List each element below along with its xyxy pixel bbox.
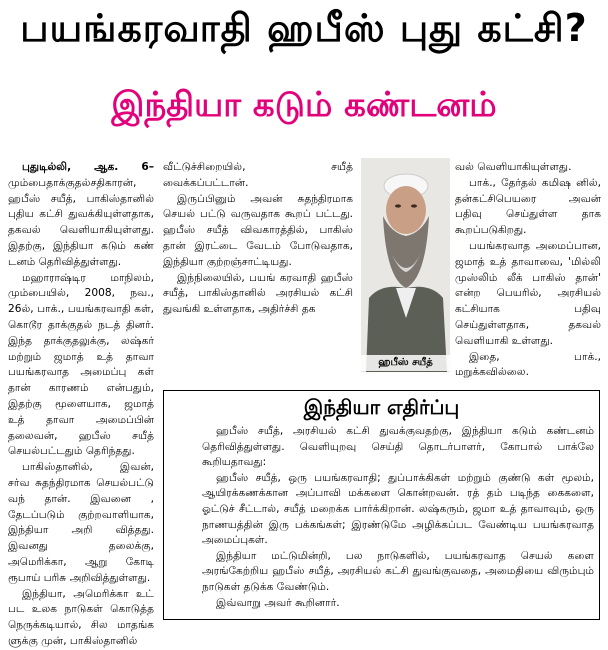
- sidebar-body: [202, 424, 594, 611]
- portrait-photo: [361, 158, 450, 372]
- article-text: மும்பைதாக்குதல்சதிகாரன், ஹபீஸ் சயீத், பாகிஸ்தானில் புதிய கட்சி துவக்கியுள்ளதாக, தகவல் வெளியாகியுள்ளது. இதற்கு, இந்தியா கடும் கண் டனம் தெரிவித்துள்ளது.: [8, 176, 154, 268]
- article-paragraph: பயங்கரவாத அமைப்பான, ஜமாத் உத் தாவாவை, 'மில்லி முஸ்லிம் லீக் பாகிஸ் தான்' என்ற பெயரில், அரசியல் கட்சியாக பதிவு செய்துள்ளதாக, தகவல் வெளியாகி உள்ளது.: [455, 239, 601, 347]
- article-paragraph: மஹாராஷ்டிர மாநிலம், மும்பையில், 2008, நவ., 26ல், பாக்., பயங்கரவாதி கள், கொடூர தாக்குதல் நடத் தினர். இந்த தாக்குதலுக்கு, லஷ்கர் மற்றும் ஜமாத் உத் தாவா பயங்கரவாத அமைப்பு கள் தான் காரணம் என்பதும், இதற்கு மூளையாக, ஜமாத் உத் தாவா அமைப்பின் தலைவன், ஹபீஸ் சயீத் செயல்பட்டதும் தெரிந்தது.: [8, 271, 154, 458]
- article-paragraph: இருப்பினும் அவன் சுதந்திரமாக செயல் பட்டு வருவதாக கூறப் பட்டது. ஹபீஸ் சயீத் விவகாரத்தில், பாகிஸ் தான் இரட்டை வேடம் போடுவதாக, இந்தியா குற்றஞ்சாட்டியது.: [163, 192, 353, 268]
- article-column-2: [163, 160, 353, 318]
- article-paragraph: வீட்டுச்சிறையில், சயீத் வைக்கப்பட்டான்.: [163, 161, 353, 189]
- sidebar-paragraph: ஹபீஸ் சயீத், ஒரு பயங்கரவாதி; துப்பாக்கிகள் மற்றும் குண்டு கள் மூலம், ஆயிரக்கணக்கான அப்பாவி மக்களை கொன்றவன். ரத் தம் படிந்த கைகளை, ஓட்டுச் சீட்டால், சயீத் மறைக்க பார்க்கிறான். லஷ்கரும், ஜமா உத் தாவாவும், ஒரு நாணயத்தின் இரு பக்கங்கள்; இரண்டுமே அழிக்கப்பட வேண்டிய பயங்கரவாத அமைப்புகள்.: [202, 471, 594, 547]
- article-paragraph: வல் வெளியாகியுள்ளது.: [455, 161, 572, 173]
- article-column-3: [455, 160, 601, 381]
- article-column-1: [8, 160, 154, 650]
- article-paragraph: இந்தியா, அமெரிக்கா உட் பட உலக நாடுகள் கொடுத்த நெருக்கடியால், சில மாதங்க ளுக்கு முன், பாகிஸ்தானில்: [8, 587, 154, 647]
- sidebar-title: இந்தியா எதிர்ப்பு: [303, 394, 460, 419]
- sidebar-paragraph: ஹபீஸ் சயீத், அரசியல் கட்சி துவக்குவதற்கு, இந்தியா கடும் கண்டனம் தெரிவித்துள்ளது. வெளியுறவு செய்தி தொடர்பாளர், கோபால் பாக்லே கூறியதாவது:: [202, 425, 594, 469]
- article-paragraph: பாகிஸ்தானில், இவன், சர்வ சுதந்திரமாக செயல்பட்டு வந் தான். இவனை , தேடப்படும் குற்றவாளியாக, இந்தியா அறி வித்தது. இவனது தலைக்கு, அமெரிக்கா, ஆறு கோடி ரூபாய் பரிசு அறிவித்துள்ளது.: [8, 461, 154, 584]
- article-paragraph: இந்நிலையில், பயங் கரவாதி ஹபீஸ் சயீத், பாகிஸ்தானில் அரசியல் கட்சி துவங்கி உள்ளதாக, அதிர்ச்சி தக: [163, 271, 353, 316]
- subheadline: இந்தியா கடும் கண்டனம்: [111, 85, 497, 125]
- portrait-photo-icon: [361, 158, 450, 372]
- sidebar-paragraph: இந்தியா மட்டுமின்றி, பல நாடுகளில், பயங்கரவாத செயல் களை அரங்கேற்றிய ஹபீஸ் சயீத், அரசியல் கட்சி துவங்குவதை, அமைதியை விரும்பும் நாடுகள் தடுக்க வேண்டும்.: [202, 549, 594, 593]
- sidebar-paragraph: இவ்வாறு அவர் கூறினார்.: [216, 596, 340, 609]
- sidebar-box: [163, 390, 600, 620]
- article-paragraph: [8, 160, 154, 271]
- article-paragraph: பாக்., தேர்தல் கமிஷ னில், தன்கட்சிபெயரை அவன் பதிவு செய்துள்ள தாக கூறப்படுகிறது.: [455, 176, 601, 237]
- dateline: புதுடில்லி, ஆக. 6–: [22, 161, 154, 173]
- photo-caption: ஹபீஸ் சயீத்: [361, 355, 450, 371]
- headline: பயங்கரவாதி ஹபீஸ் புது கட்சி?: [20, 6, 588, 50]
- article-paragraph: இதை, பாக்., மறுக்கவில்லை.: [455, 350, 601, 379]
